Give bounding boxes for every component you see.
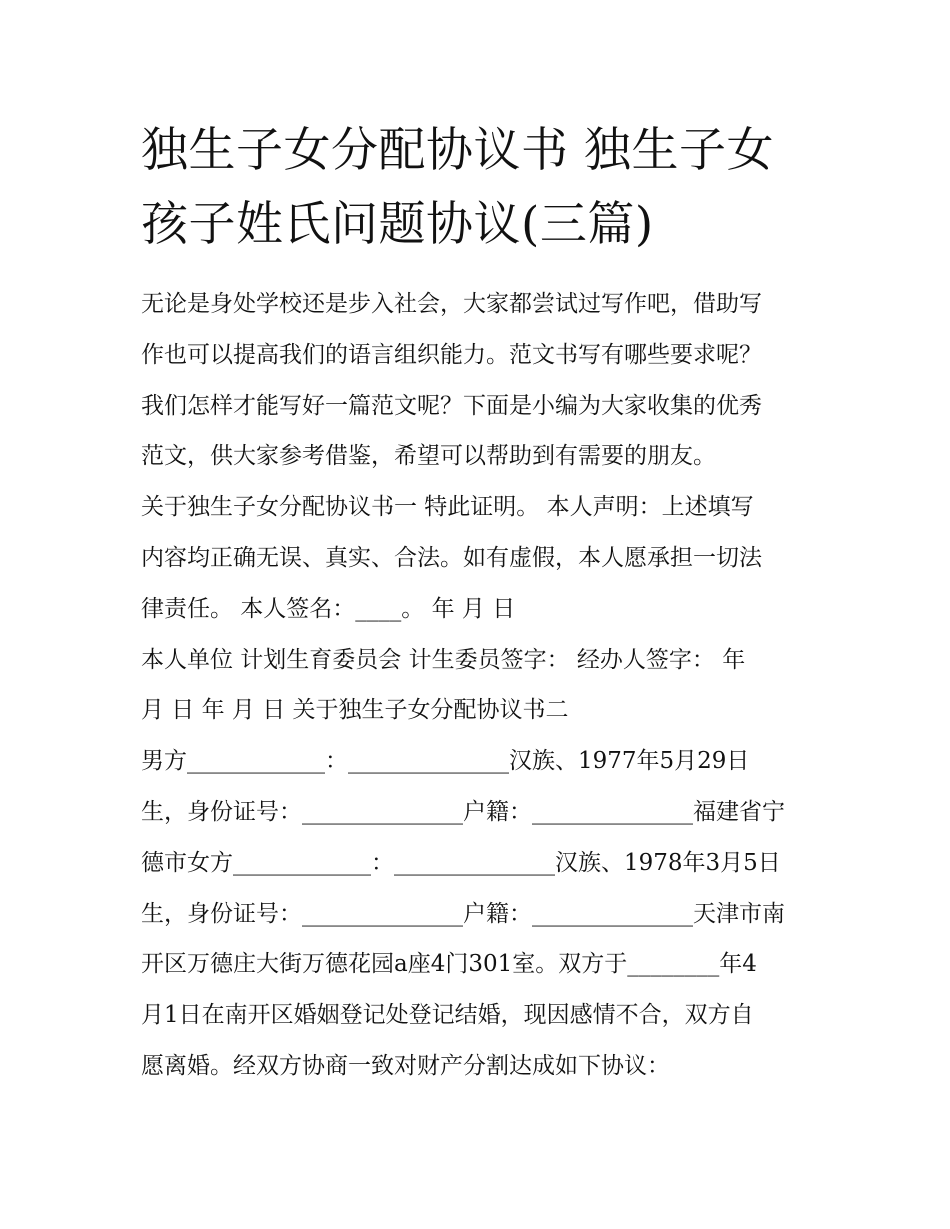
body-line: 本人单位 计划生育委员会 计生委员签字： 经办人签字： 年 [141, 646, 746, 673]
body-line: 月1日在南开区婚姻登记处登记结婚，现因感情不合，双方自 [141, 1002, 754, 1029]
body-line: 关于独生子女分配协议书一 特此证明。 本人声明：上述填写 [141, 494, 754, 521]
body-line: 作也可以提高我们的语言组织能力。范文书写有哪些要求呢？ [141, 341, 762, 368]
document-title [141, 114, 821, 262]
body-line: 我们怎样才能写好一篇范文呢？下面是小编为大家收集的优秀 [141, 392, 762, 419]
body-line: 男方____________：______________汉族、1977年5月29日 [141, 748, 750, 775]
body-line: 月 日 年 月 日 关于独生子女分配协议书二 [141, 697, 569, 724]
body-line: 律责任。 本人签名：____。 年 月 日 [141, 595, 516, 622]
body-line: 开区万德庄大街万德花园a座4门301室。双方于________年4 [141, 951, 757, 978]
body-line: 范文，供大家参考借鉴，希望可以帮助到有需要的朋友。 [141, 443, 716, 470]
body-line: 无论是身处学校还是步入社会，大家都尝试过写作吧，借助写 [141, 291, 762, 317]
document-body [141, 279, 821, 1092]
title-line-2: 孩子姓氏问题协议(三篇) [141, 197, 654, 252]
body-line: 德市女方____________：______________汉族、1978年3月5日 [141, 849, 781, 876]
body-line: 愿离婚。经双方协商一致对财产分割达成如下协议： [141, 1052, 670, 1079]
title-line-1: 独生子女分配协议书 独生子女 [141, 123, 774, 178]
body-line: 生，身份证号：______________户籍：______________福建省宁 [141, 798, 785, 825]
body-line: 生，身份证号：______________户籍：______________天津市南 [141, 900, 785, 927]
body-line: 内容均正确无误、真实、合法。如有虚假，本人愿承担一切法 [141, 544, 762, 571]
